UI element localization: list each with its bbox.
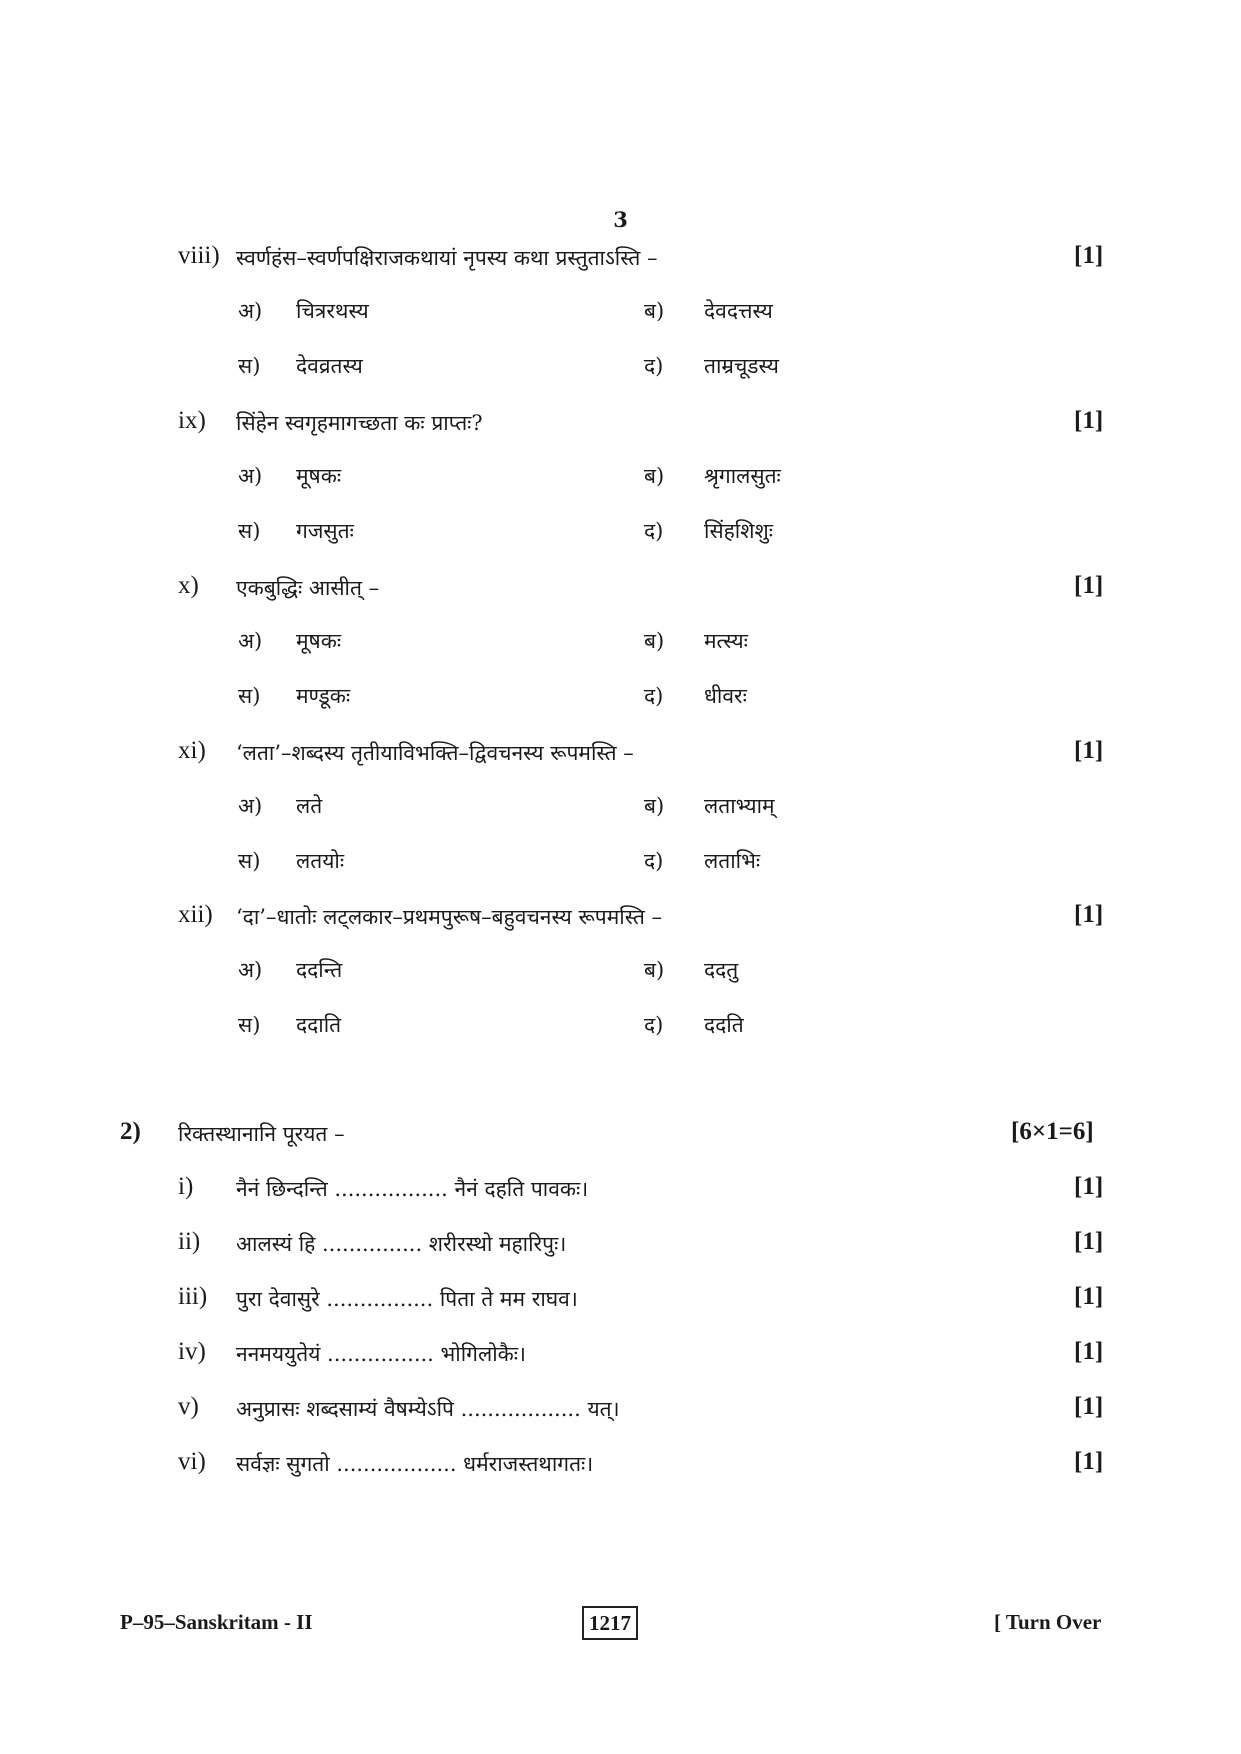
option-text: देवव्रतस्य <box>296 354 363 378</box>
marks: [1] <box>1074 1393 1104 1420</box>
option-text: मूषकः <box>296 464 342 488</box>
marks: [1] <box>1074 1173 1104 1200</box>
option-text: धीवरः <box>704 684 747 708</box>
fill-blank-number: i) <box>178 1173 194 1200</box>
question-text: ‘दा’–धातोः लट्लकार–प्रथमपुरूष–बहुवचनस्य रूपमस्ति – <box>236 905 663 929</box>
fill-blank-text: ननमययुतेयं ................ भोगिलोकैः। <box>236 1342 527 1366</box>
question-2-marks: [6×1=6] <box>1011 1118 1094 1145</box>
option-text: लतयोः <box>296 849 345 873</box>
question-2-text: रिक्तस्थानानि पूरयत – <box>178 1122 345 1146</box>
option-label: अ) <box>238 958 263 982</box>
question-2-number: 2) <box>120 1118 141 1145</box>
question-number: xi) <box>178 737 206 764</box>
option-label: द) <box>644 1013 664 1037</box>
option-label: द) <box>644 354 664 378</box>
option-text: ददन्ति <box>296 958 343 982</box>
option-text: लताभिः <box>704 849 761 873</box>
option-label: स) <box>238 849 261 873</box>
marks: [1] <box>1074 242 1104 269</box>
option-text: मूषकः <box>296 629 342 653</box>
option-label: ब) <box>644 299 665 323</box>
question-number: ix) <box>178 407 206 434</box>
option-text: सिंहशिशुः <box>704 519 774 543</box>
fill-blank-number: iv) <box>178 1338 206 1365</box>
page-number: 3 <box>613 207 628 232</box>
option-text: लताभ्याम् <box>704 794 775 818</box>
marks: [1] <box>1074 1448 1104 1475</box>
question-number: x) <box>178 572 199 599</box>
marks: [1] <box>1074 407 1104 434</box>
question-text: ‘लता’–शब्दस्य तृतीयाविभक्ति–द्विवचनस्य रूपमस्ति – <box>236 741 634 765</box>
footer-turn-over: [ Turn Over <box>994 1610 1102 1634</box>
fill-blank-number: v) <box>178 1393 199 1420</box>
marks: [1] <box>1074 1228 1104 1255</box>
option-label: ब) <box>644 958 665 982</box>
marks: [1] <box>1074 572 1104 599</box>
question-text: सिंहेन स्वगृहमागच्छता कः प्राप्तः? <box>236 411 483 435</box>
option-label: स) <box>238 519 261 543</box>
fill-blank-text: पुरा देवासुरे ................ पिता ते मम राघव। <box>236 1287 578 1311</box>
marks: [1] <box>1074 1283 1104 1310</box>
footer-paper-code: P–95–Sanskritam - II <box>120 1610 313 1634</box>
option-label: स) <box>238 684 261 708</box>
fill-blank-text: सर्वज्ञः सुगतो .................. धर्मराजस्तथागतः। <box>236 1452 594 1476</box>
option-text: ताम्रचूडस्य <box>704 354 779 378</box>
option-label: अ) <box>238 464 263 488</box>
option-label: द) <box>644 849 664 873</box>
option-text: मत्स्यः <box>704 629 748 653</box>
marks: [1] <box>1074 737 1104 764</box>
option-text: गजसुतः <box>296 519 354 543</box>
option-text: लते <box>296 794 323 818</box>
question-text: स्वर्णहंस–स्वर्णपक्षिराजकथायां नृपस्य कथा प्रस्तुताऽस्ति – <box>236 246 658 270</box>
fill-blank-text: अनुप्रासः शब्दसाम्यं वैषम्येऽपि .................. यत्। <box>236 1397 620 1421</box>
fill-blank-text: नैनं छिन्दन्ति ................. नैनं दहति पावकः। <box>236 1177 589 1201</box>
option-text: श्रृगालसुतः <box>704 464 781 488</box>
fill-blank-number: ii) <box>178 1228 201 1255</box>
option-label: अ) <box>238 794 263 818</box>
option-label: द) <box>644 684 664 708</box>
option-label: अ) <box>238 629 263 653</box>
option-text: देवदत्तस्य <box>704 299 773 323</box>
option-label: स) <box>238 354 261 378</box>
marks: [1] <box>1074 1338 1104 1365</box>
option-label: ब) <box>644 464 665 488</box>
fill-blank-text: आलस्यं हि ............... शरीरस्थो महारिपुः। <box>236 1232 567 1256</box>
question-text: एकबुद्धिः आसीत् – <box>236 576 380 600</box>
footer-page-code: 1217 <box>582 1606 638 1640</box>
option-text: ददति <box>704 1013 744 1037</box>
option-label: ब) <box>644 794 665 818</box>
fill-blank-number: iii) <box>178 1283 208 1310</box>
option-label: द) <box>644 519 664 543</box>
option-label: अ) <box>238 299 263 323</box>
question-number: viii) <box>178 242 220 269</box>
marks: [1] <box>1074 901 1104 928</box>
option-text: चित्ररथस्य <box>296 299 369 323</box>
option-label: स) <box>238 1013 261 1037</box>
option-text: मण्डूकः <box>296 684 351 708</box>
fill-blank-number: vi) <box>178 1448 206 1475</box>
option-label: ब) <box>644 629 665 653</box>
option-text: ददाति <box>296 1013 342 1037</box>
option-text: ददतु <box>704 958 739 982</box>
question-number: xii) <box>178 901 213 928</box>
